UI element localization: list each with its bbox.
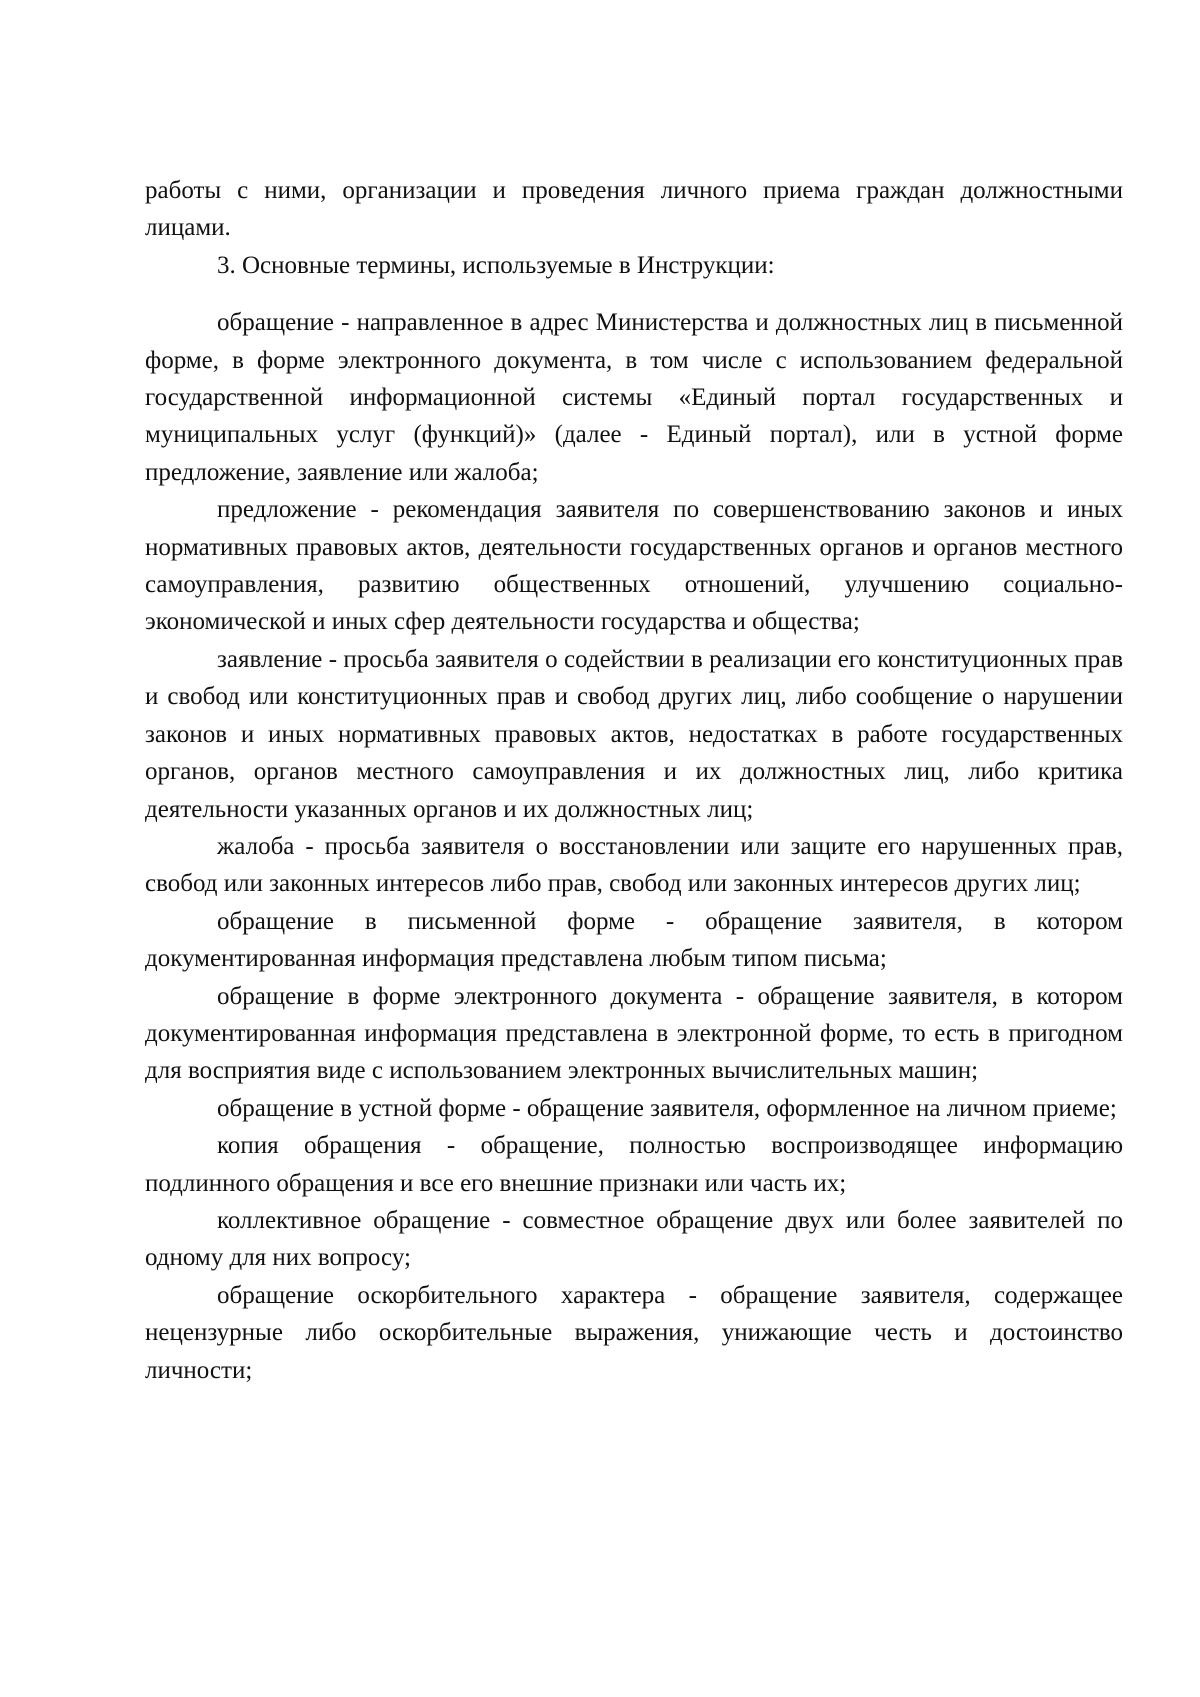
paragraph-term-written-form: обращение в письменной форме - обращение заявителя, в котором документированная информация представлена любым типом письма;	[145, 907, 1123, 973]
paragraph-term-zhaloba: жалоба - просьба заявителя о восстановлении или защите его нарушенных прав, свобод или законных интересов либо прав, свобод или законных интересов других лиц;	[145, 832, 1123, 898]
document-page	[145, 172, 1123, 1389]
paragraph-term-collective: коллективное обращение - совместное обращение двух или более заявителей по одному для них вопросу;	[145, 1206, 1123, 1272]
paragraph-term-offensive: обращение оскорбительного характера - обращение заявителя, содержащее нецензурные либо оскорбительные выражения, унижающие честь и достоинство личности;	[145, 1281, 1123, 1384]
paragraph-term-oral-form: обращение в устной форме - обращение заявителя, оформленное на личном приеме;	[217, 1094, 1117, 1122]
paragraph-continuation: работы с ними, организации и проведения личного приема граждан должностными лицами.	[145, 177, 1123, 242]
paragraph-term-zayavlenie: заявление - просьба заявителя о содействии в реализации его конституционных прав и свобод или конституционных прав и свобод других лиц, либо сообщение о нарушении законов и иных нормативных правовых актов, недостатках в работе государственных органов, органов местного самоуправления и их должностных лиц, либо критика деятельности указанных органов и их должностных лиц;	[145, 645, 1123, 823]
paragraph-terms-heading: 3. Основные термины, используемые в Инструкции:	[217, 251, 775, 279]
paragraph-term-electronic-form: обращение в форме электронного документа - обращение заявителя, в котором документированная информация представлена в электронной форме, то есть в пригодном для восприятия виде с использованием электронных вычислительных машин;	[145, 982, 1123, 1085]
paragraph-term-copy: копия обращения - обращение, полностью воспроизводящее информацию подлинного обращения и все его внешние признаки или часть их;	[145, 1132, 1123, 1197]
paragraph-term-obrashchenie: обращение - направленное в адрес Министерства и должностных лиц в письменной форме, в форме электронного документа, в том числе с использованием федеральной государственной информационной системы «Единый портал государственных и муниципальных услуг (функций)» (далее - Единый портал), или в устной форме предложение, заявление или жалоба;	[145, 309, 1123, 486]
paragraph-term-predlozhenie: предложение - рекомендация заявителя по совершенствованию законов и иных нормативных правовых актов, деятельности государственных органов и органов местного самоуправления, развитию общественных отношений, улучшению социально-экономической и иных сфер деятельности государства и общества;	[145, 496, 1123, 636]
